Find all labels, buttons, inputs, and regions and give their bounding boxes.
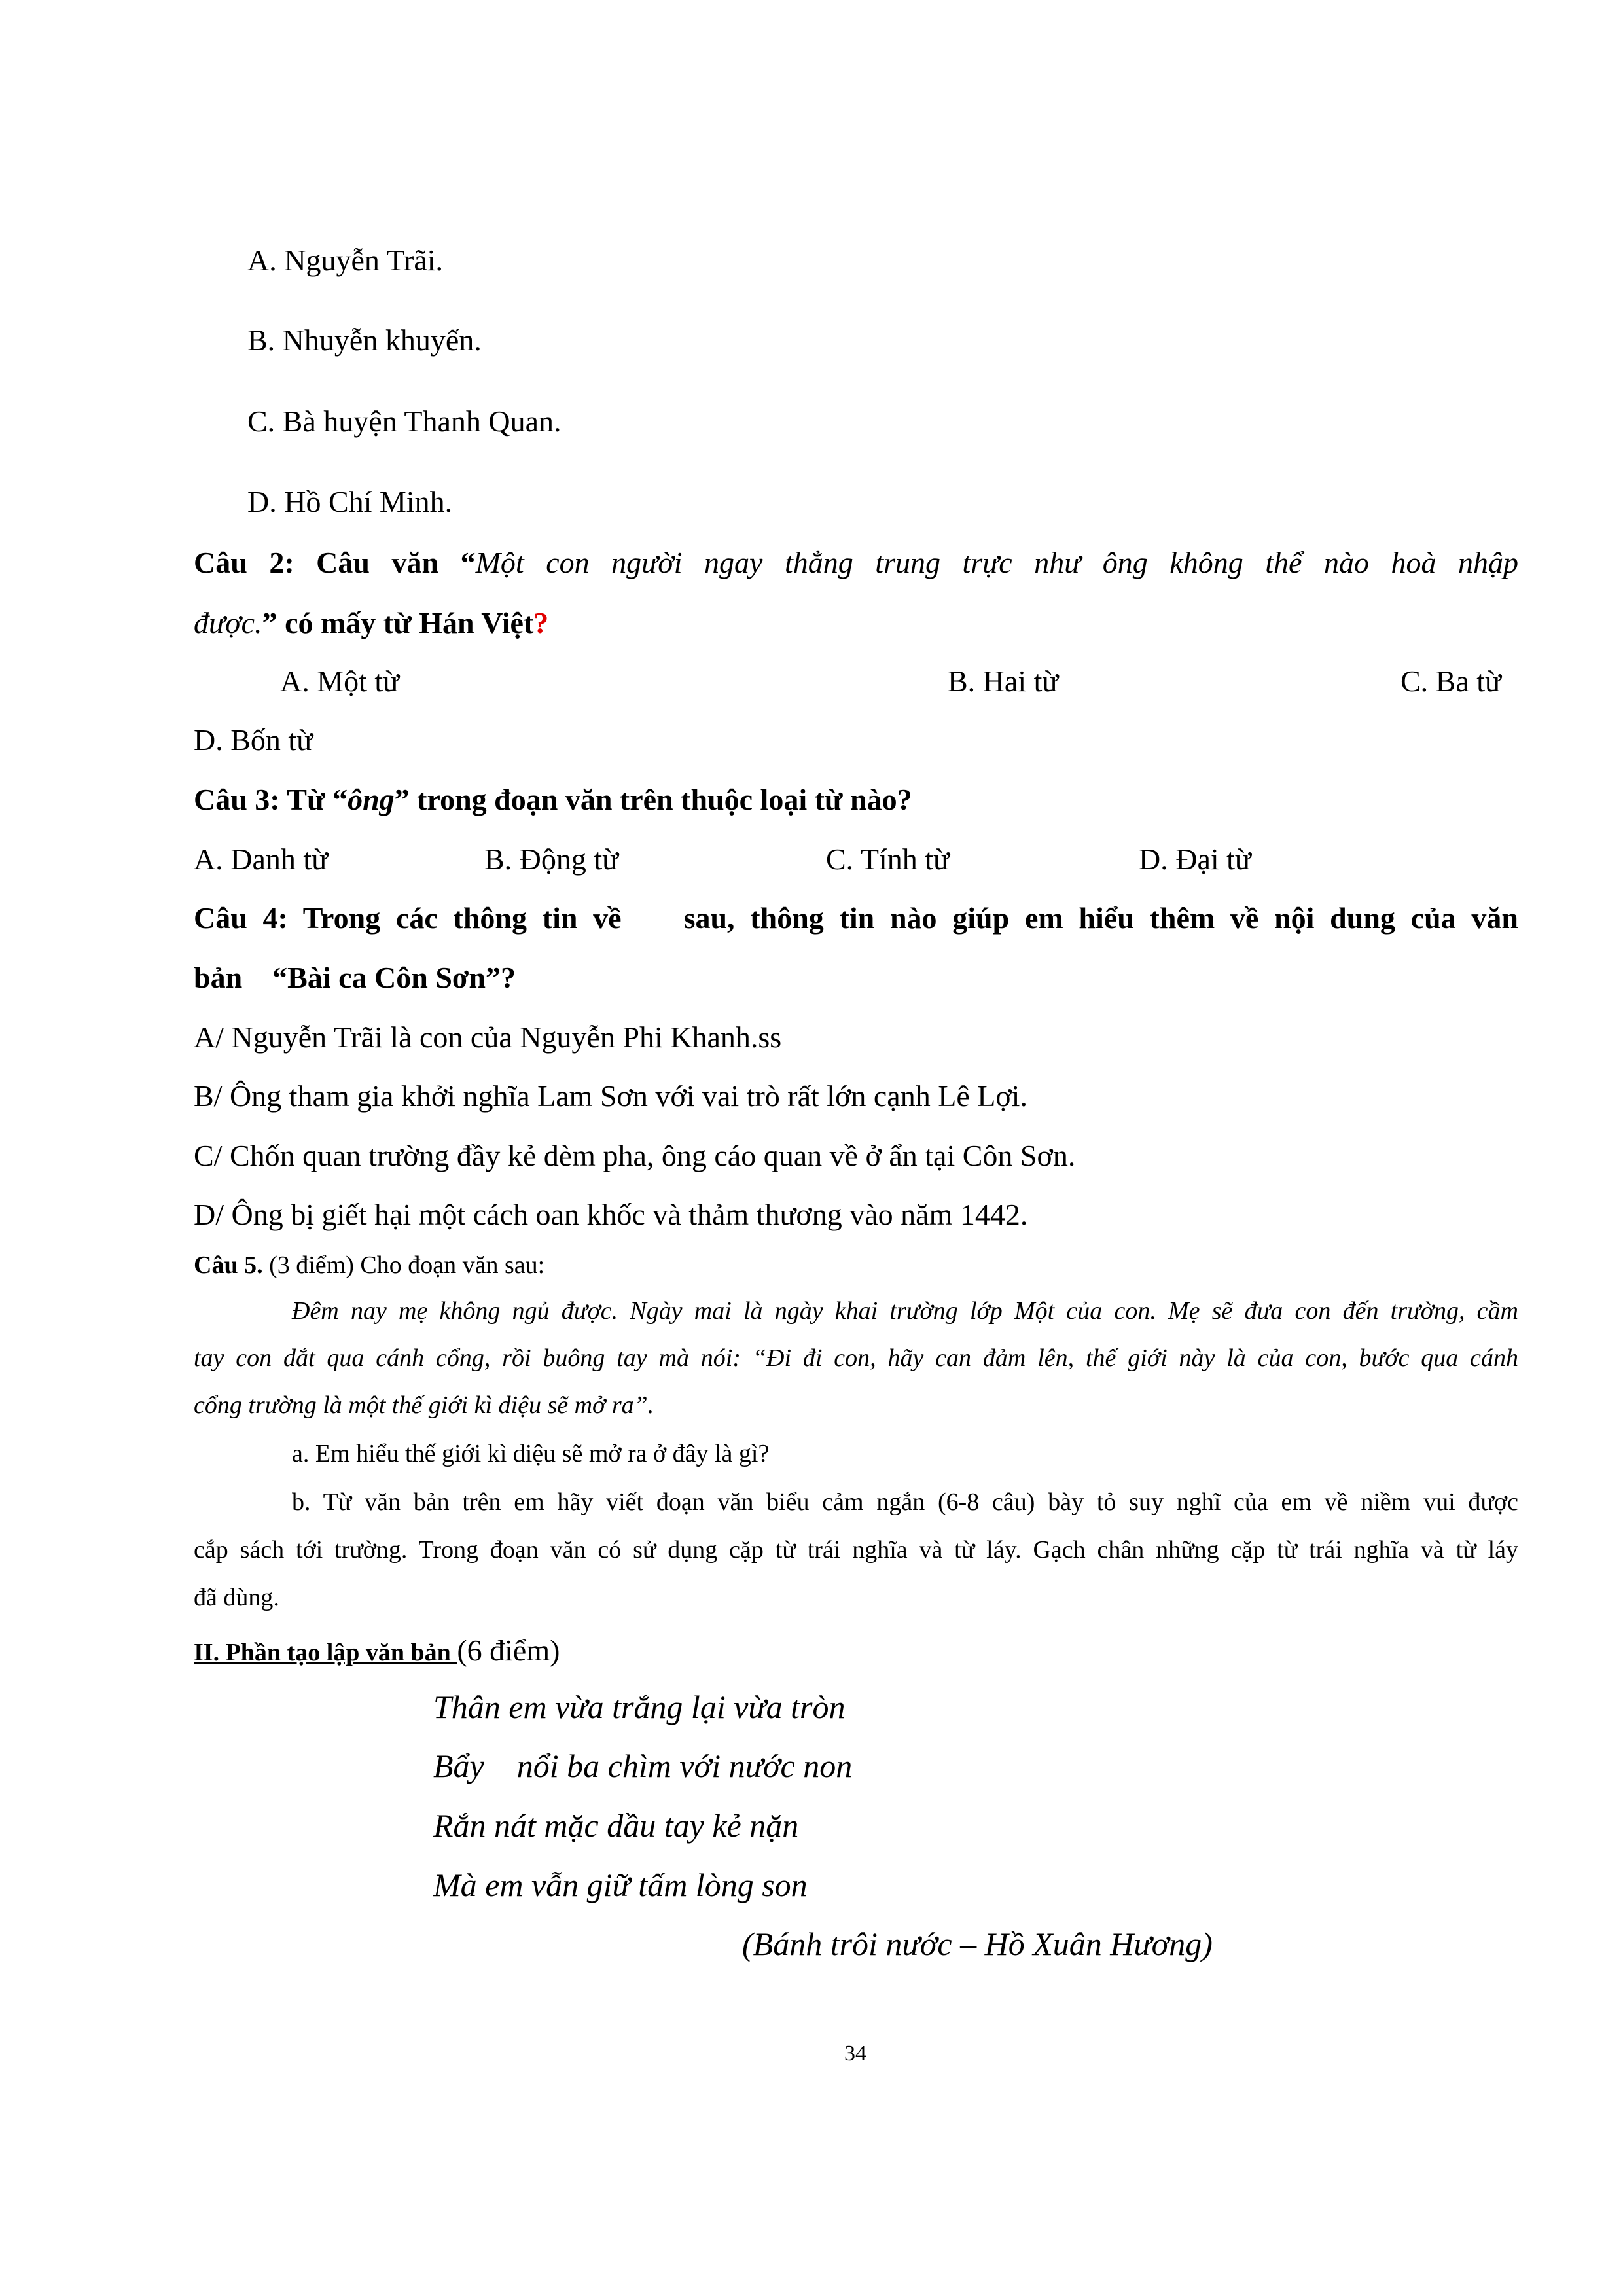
- q3-option-c: C. Tính từ: [826, 842, 950, 876]
- q4-option-b: B/ Ông tham gia khởi nghĩa Lam Sơn với vai trò rất lớn cạnh Lê Lợi.: [194, 1079, 1027, 1113]
- q2-question-text: ” có mấy từ Hán Việt: [262, 606, 534, 639]
- q2-quote-line2: được.: [194, 606, 262, 639]
- section2-heading: [194, 1631, 560, 1670]
- q2-option-c: C. Ba từ: [1400, 664, 1501, 698]
- q3-word: ông: [348, 783, 395, 816]
- poem-source: (Bánh trôi nước – Hồ Xuân Hương): [742, 1926, 1213, 1962]
- q5-passage-line1: Đêm nay mẹ không ngủ được. Ngày mai là ngày khai trường lớp Một của con. Mẹ sẽ đưa con đến trường, cầm: [292, 1297, 1518, 1325]
- q2-option-a: A. Một từ: [280, 664, 400, 698]
- q2-stem-line1: [194, 543, 1518, 583]
- q5-stem: [194, 1249, 544, 1282]
- q4-option-c: C/ Chốn quan trường đầy kẻ dèm pha, ông cáo quan về ở ẩn tại Côn Sơn.: [194, 1139, 1076, 1172]
- q4-stem-line2: bản “Bài ca Côn Sơn”?: [194, 961, 516, 994]
- poem-line-3: Rắn nát mặc dầu tay kẻ nặn: [433, 1807, 799, 1844]
- q5-part-b-line1: b. Từ văn bản trên em hãy viết đoạn văn biểu cảm ngắn (6-8 câu) bày tỏ suy nghĩ của em về niềm vui được: [292, 1488, 1518, 1516]
- poem-line-4: Mà em vẫn giữ tấm lòng son: [433, 1867, 808, 1903]
- q4-option-d: D/ Ông bị giết hại một cách oan khốc và thảm thương vào năm 1442.: [194, 1198, 1028, 1231]
- poem-line-2: Bẩy nổi ba chìm với nước non: [433, 1748, 853, 1784]
- q1-option-c: C. Bà huyện Thanh Quan.: [247, 404, 562, 438]
- section2-points: (6 điểm): [457, 1634, 560, 1667]
- q3-prefix: Câu 3: Từ “: [194, 783, 348, 816]
- q2-option-d: D. Bốn từ: [194, 723, 313, 757]
- q2-quote-line1: Một con người ngay thẳng trung trực như ông không thể nào hoà nhập: [475, 546, 1518, 579]
- q2-label: Câu 2: Câu văn “: [194, 546, 476, 579]
- q3-option-b: B. Động từ: [484, 842, 619, 876]
- q5-intro: (3 điểm) Cho đoạn văn sau:: [262, 1251, 545, 1279]
- q5-part-a: a. Em hiểu thế giới kì diệu sẽ mở ra ở đây là gì?: [292, 1440, 770, 1467]
- q3-option-d: D. Đại từ: [1139, 842, 1251, 876]
- q1-option-a: A. Nguyễn Trãi.: [247, 243, 444, 277]
- q2-option-b: B. Hai từ: [948, 664, 1059, 698]
- q4-option-a: A/ Nguyễn Trãi là con của Nguyễn Phi Khanh.ss: [194, 1020, 782, 1054]
- q5-label: Câu 5.: [194, 1251, 263, 1279]
- q2-stem-line2: [194, 603, 548, 643]
- q5-part-b-line3: đã dùng.: [194, 1584, 279, 1611]
- q3-option-a: A. Danh từ: [194, 842, 329, 876]
- q5-passage-line3: cổng trường là một thế giới kì diệu sẽ mở ra”.: [194, 1391, 654, 1419]
- q5-passage-line2: tay con dắt qua cánh cổng, rồi buông tay mà nói: “Đi đi con, hãy can đảm lên, thế giới này là của con, bước qua cánh: [194, 1344, 1518, 1372]
- q3-suffix: ” trong đoạn văn trên thuộc loại từ nào?: [394, 783, 912, 816]
- page-number: 34: [844, 2041, 866, 2066]
- q3-stem: [194, 780, 912, 819]
- q1-option-b: B. Nhuyễn khuyến.: [247, 323, 482, 357]
- q1-option-d: D. Hồ Chí Minh.: [247, 485, 453, 518]
- poem-line-1: Thân em vừa trắng lại vừa tròn: [433, 1689, 846, 1725]
- q5-part-b-line2: cắp sách tới trường. Trong đoạn văn có sử dụng cặp từ trái nghĩa và từ láy. Gạch chân những cặp từ trái nghĩa và từ láy: [194, 1536, 1518, 1564]
- q4-stem-line1: Câu 4: Trong các thông tin về sau, thông tin nào giúp em hiểu thêm về nội dung của văn: [194, 901, 1518, 935]
- q2-question-mark: ?: [533, 606, 549, 639]
- section2-title: II. Phần tạo lập văn bản: [194, 1639, 457, 1666]
